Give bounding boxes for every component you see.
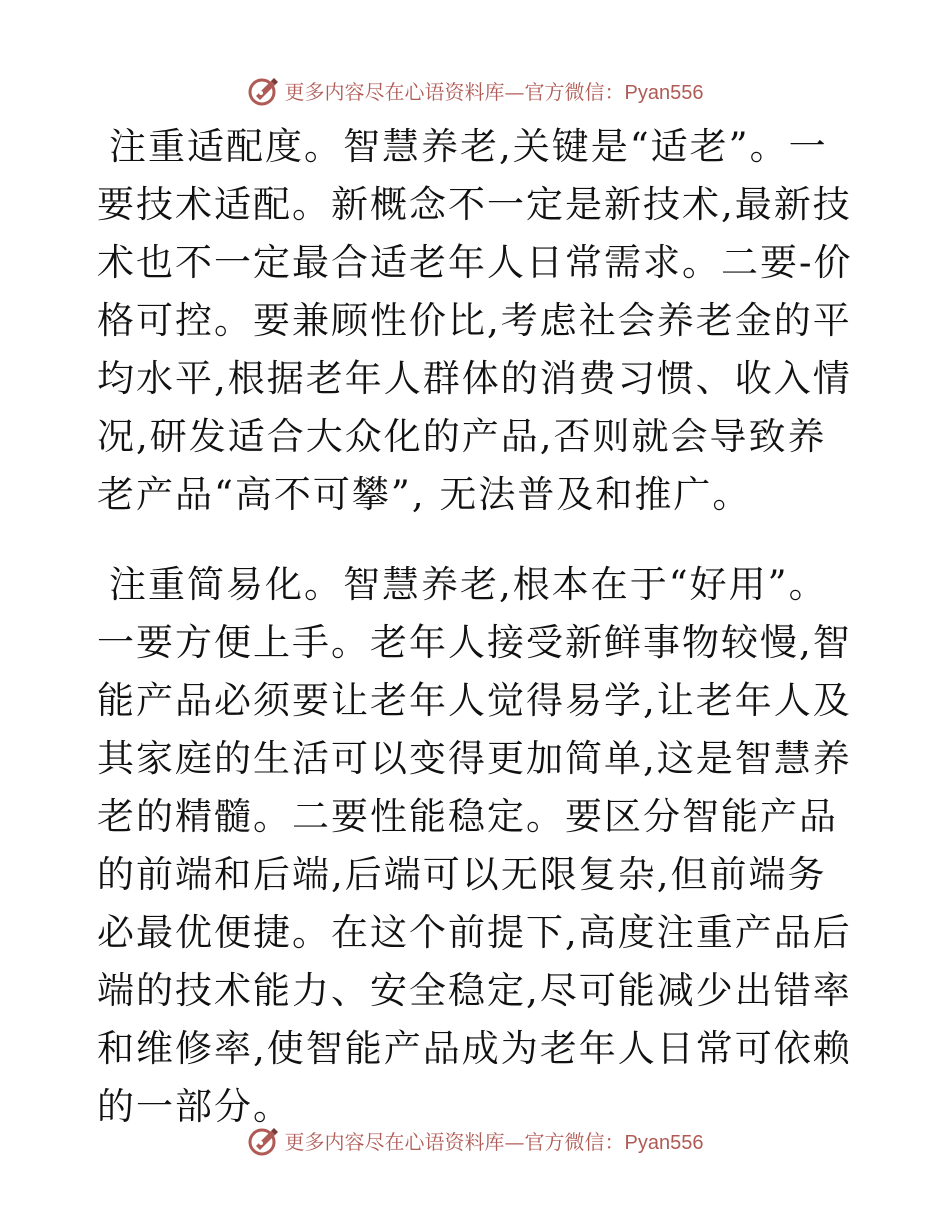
footer-banner xyxy=(0,1120,950,1160)
header-banner-label: 更多内容尽在心语资料库—官方微信： xyxy=(284,79,625,104)
footer-wechat-id: Pyan556 xyxy=(624,1131,704,1154)
header-wechat-id: Pyan556 xyxy=(624,81,704,104)
document-body xyxy=(97,118,857,1136)
pen-logo-icon xyxy=(247,1123,281,1157)
pen-logo-icon xyxy=(247,73,281,107)
footer-banner-label: 更多内容尽在心语资料库—官方微信： xyxy=(284,1129,625,1154)
header-banner xyxy=(0,70,950,110)
paragraph-simplicity: 注重简易化。智慧养老,根本在于“好用”。一要方便上手。老年人接受新鲜事物较慢,智能产品必须要让老年人觉得易学,让老年人及其家庭的生活可以变得更加简单,这是智慧养老的精髓。二要性能稳定。要区分智能产品的前端和后端,后端可以无限复杂,但前端务必最优便捷。在这个前提下,高度注重产品后端的技术能力、安全稳定,尽可能减少出错率和维修率,使智能产品成为老年人日常可依赖的一部分。 xyxy=(97,563,852,1128)
header-banner-text xyxy=(285,76,704,105)
paragraph-adaptation: 注重适配度。智慧养老,关键是“适老”。一要技术适配。新概念不一定是新技术,最新技术也不一定最合适老年人日常需求。二要-价格可控。要兼顾性价比,考虑社会养老金的平均水平,根据老年人群体的消费习惯、收入情况,研发适合大众化的产品,否则就会导致养老产品“高不可攀”, 无法普及和推广。 xyxy=(97,125,853,516)
footer-banner-text xyxy=(285,1126,704,1155)
